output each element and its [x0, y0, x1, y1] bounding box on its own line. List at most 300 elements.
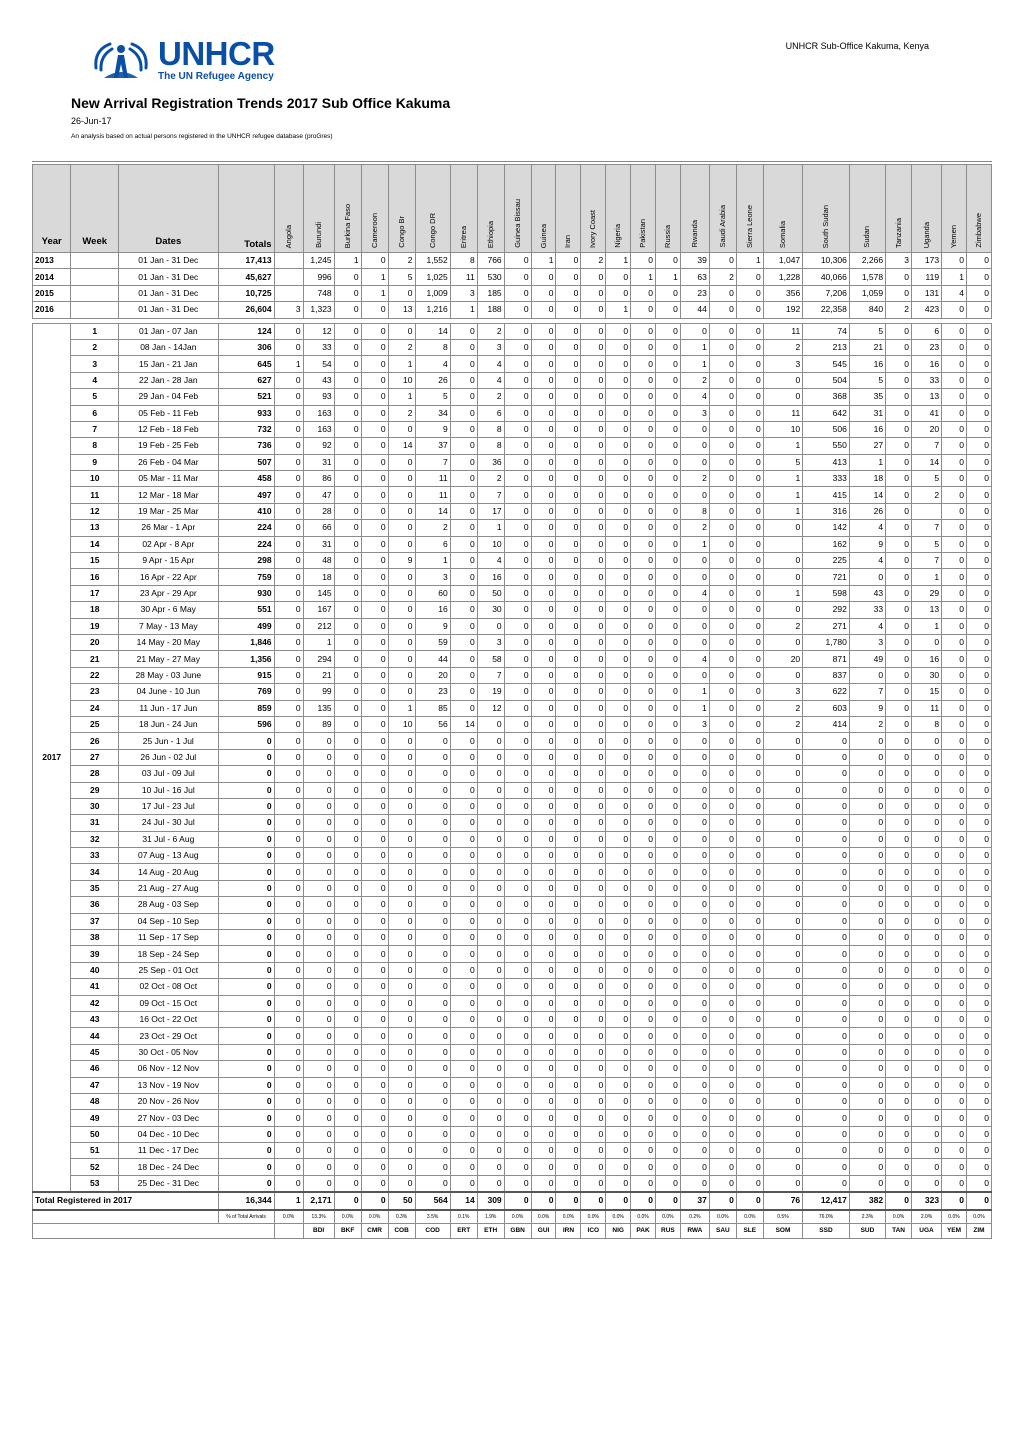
week-cell: 8 — [71, 438, 119, 454]
value-cell: 0 — [942, 356, 967, 372]
value-cell: 0 — [763, 798, 802, 814]
header-country — [763, 165, 802, 253]
header-country-label: Sudan — [862, 226, 872, 248]
value-cell: 0 — [581, 339, 606, 355]
value-cell: 0 — [763, 1077, 802, 1093]
value-cell: 0 — [912, 995, 942, 1011]
value-cell: 0 — [966, 1061, 991, 1077]
value-cell: 0 — [531, 651, 556, 667]
value-cell: 316 — [803, 503, 850, 519]
value-cell: 0 — [388, 454, 415, 470]
value-cell: 1 — [361, 269, 388, 285]
value-cell: 2 — [680, 372, 709, 388]
year-row — [33, 302, 992, 318]
value-cell: 2 — [477, 389, 504, 405]
value-cell: 0 — [709, 1110, 736, 1126]
value-cell: 0 — [388, 897, 415, 913]
value-cell: 0 — [886, 487, 912, 503]
value-cell: 0 — [415, 1110, 450, 1126]
value-cell: 0 — [849, 569, 885, 585]
value-cell: 14 — [415, 503, 450, 519]
value-cell: 0 — [763, 1175, 802, 1192]
value-cell: 0 — [361, 503, 388, 519]
week-row — [33, 487, 992, 503]
value-cell: 0 — [415, 831, 450, 847]
value-cell: 0 — [736, 848, 763, 864]
header-country — [886, 165, 912, 253]
value-cell: 0 — [886, 880, 912, 896]
value-cell: 0 — [415, 1044, 450, 1060]
value-cell: 0 — [556, 471, 581, 487]
header-dates: Dates — [119, 165, 219, 253]
value-cell: 0 — [361, 253, 388, 269]
value-cell: 0 — [655, 618, 680, 634]
value-cell: 0 — [415, 946, 450, 962]
total-cell: 0 — [218, 1077, 274, 1093]
value-cell: 4 — [849, 520, 885, 536]
dates-cell: 01 Jan - 31 Dec — [119, 302, 219, 318]
value-cell: 0 — [966, 389, 991, 405]
value-cell: 0 — [504, 634, 531, 650]
value-cell: 0 — [966, 618, 991, 634]
week-row — [33, 979, 992, 995]
value-cell: 0 — [736, 1061, 763, 1077]
value-cell: 0 — [886, 815, 912, 831]
value-cell: 3 — [274, 302, 303, 318]
value-cell: 0 — [680, 733, 709, 749]
value-cell: 0 — [450, 503, 477, 519]
value-cell: 0 — [886, 285, 912, 301]
value-cell: 0 — [556, 421, 581, 437]
value-cell: 323 — [912, 1192, 942, 1209]
value-cell: 0 — [849, 1077, 885, 1093]
value-cell: 0 — [736, 1159, 763, 1175]
total-cell: 596 — [218, 716, 274, 732]
value-cell: 7 — [477, 667, 504, 683]
value-cell: 0 — [631, 389, 656, 405]
value-cell: 0 — [450, 684, 477, 700]
total-cell: 0 — [218, 1126, 274, 1142]
value-cell: 0 — [450, 618, 477, 634]
value-cell: 0 — [450, 454, 477, 470]
value-cell: 0 — [504, 520, 531, 536]
header-country-label: South Sudan — [820, 204, 830, 248]
value-cell: 0 — [388, 1126, 415, 1142]
value-cell: 0 — [556, 323, 581, 339]
value-cell: 63 — [680, 269, 709, 285]
value-cell: 0 — [274, 487, 303, 503]
value-cell: 0 — [531, 864, 556, 880]
value-cell: 0 — [274, 569, 303, 585]
value-cell: 0 — [504, 946, 531, 962]
value-cell: 0 — [966, 634, 991, 650]
value-cell: 0 — [655, 253, 680, 269]
value-cell: 3 — [415, 569, 450, 585]
week-row — [33, 471, 992, 487]
value-cell: 0 — [680, 1175, 709, 1192]
value-cell: 0 — [274, 798, 303, 814]
value-cell: 0 — [763, 520, 802, 536]
value-cell: 0 — [942, 766, 967, 782]
value-cell: 0 — [606, 766, 631, 782]
value-cell: 14 — [415, 323, 450, 339]
value-cell: 0 — [680, 667, 709, 683]
value-cell: 0 — [388, 848, 415, 864]
total-cell: 0 — [218, 1061, 274, 1077]
value-cell: 0 — [606, 1175, 631, 1192]
value-cell: 0 — [556, 962, 581, 978]
value-cell: 0 — [361, 716, 388, 732]
value-cell: 0 — [274, 553, 303, 569]
value-cell: 0 — [361, 782, 388, 798]
value-cell: 0 — [803, 913, 850, 929]
value-cell: 49 — [849, 651, 885, 667]
value-cell: 0 — [361, 766, 388, 782]
value-cell: 2 — [763, 339, 802, 355]
week-row — [33, 995, 992, 1011]
total-cell: 17,413 — [218, 253, 274, 269]
value-cell: 0 — [966, 253, 991, 269]
value-cell: 7 — [849, 684, 885, 700]
value-cell: 0 — [606, 339, 631, 355]
value-cell: 0 — [709, 339, 736, 355]
value-cell: 0 — [966, 979, 991, 995]
week-cell: 26 — [71, 733, 119, 749]
value-cell: 0 — [680, 421, 709, 437]
value-cell: 31 — [303, 454, 334, 470]
value-cell: 0 — [504, 285, 531, 301]
value-cell: 5 — [849, 323, 885, 339]
value-cell: 0 — [531, 684, 556, 700]
value-cell: 0 — [886, 389, 912, 405]
value-cell: 0 — [912, 897, 942, 913]
value-cell: 0 — [680, 1143, 709, 1159]
header-country-label: Cameroon — [369, 212, 379, 248]
value-cell: 2,171 — [303, 1192, 334, 1209]
value-cell: 0 — [849, 913, 885, 929]
value-cell: 0 — [606, 831, 631, 847]
value-cell: 0 — [631, 798, 656, 814]
value-cell: 0 — [556, 995, 581, 1011]
value-cell: 0 — [709, 880, 736, 896]
value-cell: 0 — [631, 930, 656, 946]
value-cell: 0 — [388, 831, 415, 847]
value-cell: 0 — [966, 1110, 991, 1126]
value-cell: 163 — [303, 421, 334, 437]
value-cell: 0 — [763, 782, 802, 798]
dates-cell: 18 Sep - 24 Sep — [119, 946, 219, 962]
value-cell: 23 — [912, 339, 942, 355]
percent-cell: 0.1% — [450, 1210, 477, 1224]
value-cell: 0 — [709, 1175, 736, 1192]
value-cell: 0 — [966, 782, 991, 798]
value-cell: 0 — [531, 536, 556, 552]
value-cell: 0 — [966, 930, 991, 946]
value-cell: 3 — [763, 684, 802, 700]
value-cell: 0 — [655, 749, 680, 765]
value-cell: 0 — [581, 1044, 606, 1060]
value-cell: 1 — [361, 285, 388, 301]
value-cell: 0 — [274, 323, 303, 339]
total-cell: 769 — [218, 684, 274, 700]
value-cell: 0 — [709, 253, 736, 269]
week-row — [33, 700, 992, 716]
dates-cell: 25 Dec - 31 Dec — [119, 1175, 219, 1192]
value-cell: 1 — [606, 253, 631, 269]
value-cell: 0 — [631, 569, 656, 585]
value-cell: 0 — [450, 733, 477, 749]
value-cell: 0 — [504, 716, 531, 732]
value-cell: 0 — [556, 946, 581, 962]
value-cell: 0 — [450, 634, 477, 650]
week-row — [33, 946, 992, 962]
value-cell: 0 — [606, 372, 631, 388]
value-cell: 0 — [556, 285, 581, 301]
value-cell: 0 — [803, 962, 850, 978]
value-cell: 4 — [477, 356, 504, 372]
country-code-cell: SSD — [803, 1223, 850, 1238]
value-cell: 12,417 — [803, 1192, 850, 1209]
value-cell: 0 — [886, 782, 912, 798]
value-cell: 0 — [942, 339, 967, 355]
value-cell: 603 — [803, 700, 850, 716]
value-cell: 0 — [274, 389, 303, 405]
value-cell: 0 — [477, 831, 504, 847]
week-row — [33, 585, 992, 601]
value-cell: 0 — [631, 897, 656, 913]
value-cell: 0 — [303, 897, 334, 913]
value-cell: 0 — [709, 421, 736, 437]
country-code-cell: SLE — [736, 1223, 763, 1238]
value-cell: 0 — [942, 946, 967, 962]
value-cell: 0 — [334, 733, 361, 749]
value-cell: 0 — [942, 733, 967, 749]
value-cell: 0 — [303, 1028, 334, 1044]
value-cell: 0 — [606, 782, 631, 798]
value-cell: 0 — [556, 848, 581, 864]
value-cell: 0 — [388, 323, 415, 339]
value-cell: 0 — [966, 815, 991, 831]
value-cell: 0 — [274, 651, 303, 667]
header-country-label: Congo Br — [396, 216, 406, 248]
value-cell: 0 — [680, 930, 709, 946]
value-cell: 0 — [531, 356, 556, 372]
value-cell: 0 — [556, 269, 581, 285]
value-cell: 0 — [966, 1077, 991, 1093]
percent-cell: 1.9% — [477, 1210, 504, 1224]
value-cell: 0 — [655, 1077, 680, 1093]
value-cell: 0 — [736, 815, 763, 831]
value-cell: 0 — [334, 897, 361, 913]
value-cell: 0 — [606, 749, 631, 765]
value-cell: 4 — [477, 553, 504, 569]
percent-cell: 0.0% — [655, 1210, 680, 1224]
percent-cell: 13.3% — [303, 1210, 334, 1224]
year-cell: 2013 — [33, 253, 71, 269]
week-cell: 50 — [71, 1126, 119, 1142]
value-cell: 0 — [736, 930, 763, 946]
value-cell: 0 — [886, 930, 912, 946]
year-row — [33, 285, 992, 301]
value-cell: 13 — [912, 602, 942, 618]
value-cell: 0 — [966, 1028, 991, 1044]
value-cell: 5 — [849, 372, 885, 388]
value-cell: 1 — [912, 569, 942, 585]
value-cell: 1,047 — [763, 253, 802, 269]
value-cell: 0 — [912, 749, 942, 765]
value-cell: 0 — [709, 569, 736, 585]
value-cell: 0 — [631, 782, 656, 798]
dates-cell: 9 Apr - 15 Apr — [119, 553, 219, 569]
value-cell: 0 — [581, 454, 606, 470]
value-cell: 0 — [655, 302, 680, 318]
value-cell: 0 — [680, 487, 709, 503]
week-row — [33, 454, 992, 470]
value-cell: 0 — [415, 864, 450, 880]
week-cell: 28 — [71, 766, 119, 782]
value-cell: 0 — [849, 946, 885, 962]
value-cell: 0 — [556, 913, 581, 929]
country-code-cell: UGA — [912, 1223, 942, 1238]
value-cell: 0 — [450, 1061, 477, 1077]
value-cell: 0 — [477, 995, 504, 1011]
value-cell: 1 — [274, 356, 303, 372]
value-cell: 0 — [450, 372, 477, 388]
week-cell: 34 — [71, 864, 119, 880]
value-cell: 0 — [942, 454, 967, 470]
header-country-label: Eritrea — [458, 225, 468, 248]
week-cell: 44 — [71, 1028, 119, 1044]
value-cell: 0 — [388, 766, 415, 782]
value-cell: 0 — [450, 1143, 477, 1159]
value-cell: 0 — [556, 356, 581, 372]
value-cell: 0 — [631, 302, 656, 318]
value-cell: 0 — [736, 979, 763, 995]
value-cell: 1 — [942, 269, 967, 285]
week-cell: 7 — [71, 421, 119, 437]
value-cell: 0 — [531, 454, 556, 470]
percent-cell: 0.5% — [763, 1210, 802, 1224]
value-cell: 0 — [581, 1028, 606, 1044]
value-cell: 1 — [680, 356, 709, 372]
value-cell: 0 — [531, 269, 556, 285]
value-cell: 0 — [631, 1143, 656, 1159]
value-cell: 748 — [303, 285, 334, 301]
value-cell: 0 — [803, 1110, 850, 1126]
value-cell: 50 — [477, 585, 504, 601]
value-cell: 192 — [763, 302, 802, 318]
value-cell: 0 — [361, 1192, 388, 1209]
total-cell: 933 — [218, 405, 274, 421]
value-cell: 0 — [334, 1061, 361, 1077]
percent-cell: 76.0% — [803, 1210, 850, 1224]
value-cell: 0 — [912, 1011, 942, 1027]
dates-cell: 13 Nov - 19 Nov — [119, 1077, 219, 1093]
value-cell: 0 — [581, 520, 606, 536]
value-cell: 0 — [631, 634, 656, 650]
value-cell: 0 — [450, 946, 477, 962]
total-cell: 736 — [218, 438, 274, 454]
value-cell: 0 — [631, 651, 656, 667]
value-cell: 0 — [531, 1159, 556, 1175]
value-cell: 0 — [606, 848, 631, 864]
value-cell: 0 — [942, 848, 967, 864]
week-cell: 48 — [71, 1093, 119, 1109]
registration-table — [32, 164, 992, 1239]
dates-cell: 01 Jan - 31 Dec — [119, 285, 219, 301]
value-cell: 0 — [655, 716, 680, 732]
value-cell: 0 — [504, 553, 531, 569]
header-country-label: Rwanda — [689, 220, 699, 248]
value-cell: 14 — [849, 487, 885, 503]
header-country-label: Tanzania — [893, 217, 903, 248]
week-cell: 42 — [71, 995, 119, 1011]
value-cell: 2 — [477, 323, 504, 339]
value-cell: 0 — [274, 1175, 303, 1192]
value-cell: 0 — [655, 405, 680, 421]
value-cell: 35 — [849, 389, 885, 405]
dates-cell: 04 Dec - 10 Dec — [119, 1126, 219, 1142]
value-cell: 0 — [334, 880, 361, 896]
value-cell: 0 — [803, 1044, 850, 1060]
value-cell: 0 — [803, 848, 850, 864]
value-cell: 0 — [736, 831, 763, 847]
total-cell: 26,604 — [218, 302, 274, 318]
value-cell: 0 — [886, 323, 912, 339]
week-row — [33, 421, 992, 437]
value-cell: 0 — [504, 848, 531, 864]
value-cell: 2 — [581, 253, 606, 269]
value-cell: 19 — [477, 684, 504, 700]
value-cell: 0 — [966, 897, 991, 913]
value-cell: 0 — [680, 1159, 709, 1175]
value-cell: 0 — [531, 815, 556, 831]
value-cell: 0 — [655, 1110, 680, 1126]
value-cell: 0 — [763, 1126, 802, 1142]
value-cell: 0 — [581, 1011, 606, 1027]
header-country-label: Sierra Leone — [744, 205, 754, 248]
value-cell: 0 — [581, 405, 606, 421]
value-cell: 0 — [680, 848, 709, 864]
value-cell: 0 — [361, 421, 388, 437]
value-cell: 0 — [531, 913, 556, 929]
value-cell: 0 — [736, 1192, 763, 1209]
value-cell: 0 — [415, 880, 450, 896]
value-cell: 0 — [334, 1093, 361, 1109]
value-cell: 0 — [886, 1077, 912, 1093]
value-cell: 0 — [477, 1159, 504, 1175]
value-cell: 0 — [849, 1044, 885, 1060]
value-cell: 0 — [912, 1077, 942, 1093]
value-cell: 0 — [736, 372, 763, 388]
value-cell: 0 — [803, 1028, 850, 1044]
value-cell: 14 — [450, 1192, 477, 1209]
value-cell: 0 — [334, 1110, 361, 1126]
value-cell: 0 — [361, 733, 388, 749]
value-cell: 0 — [361, 1044, 388, 1060]
value-cell: 0 — [606, 618, 631, 634]
value-cell: 39 — [680, 253, 709, 269]
value-cell: 0 — [709, 389, 736, 405]
value-cell: 173 — [912, 253, 942, 269]
value-cell: 0 — [606, 323, 631, 339]
value-cell: 56 — [415, 716, 450, 732]
value-cell: 0 — [450, 979, 477, 995]
value-cell: 0 — [709, 372, 736, 388]
value-cell: 0 — [912, 831, 942, 847]
value-cell: 0 — [504, 1126, 531, 1142]
value-cell: 0 — [680, 323, 709, 339]
